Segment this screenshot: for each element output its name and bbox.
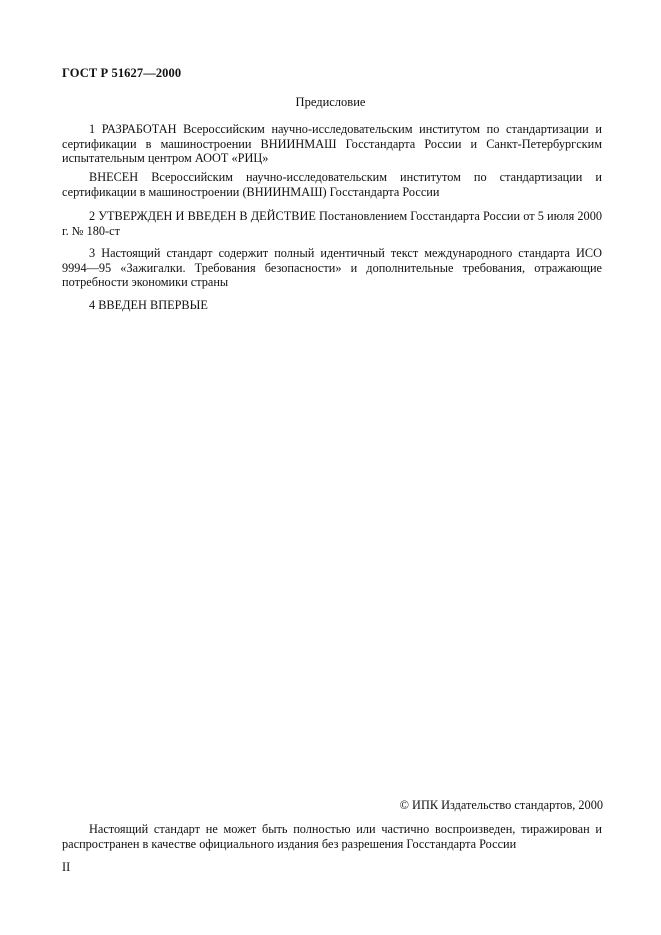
preface-item-first-introduced: 4 ВВЕДЕН ВПЕРВЫЕ	[89, 298, 208, 312]
preface-title: Предисловие	[295, 95, 366, 109]
preface-item-approved: 2 УТВЕРЖДЕН И ВВЕДЕН В ДЕЙСТВИЕ Постановлением Госстандарта России от 5 июля 2000 г. № 180-ст	[62, 209, 602, 238]
copyright-line: © ИПК Издательство стандартов, 2000	[399, 798, 603, 812]
page-number: II	[62, 860, 71, 874]
preface-item-introduced: ВНЕСЕН Всероссийским научно-исследовательским институтом по стандартизации и сертификации в машиностроении (ВНИИНМАШ) Госстандарта России	[62, 170, 602, 199]
document-code: ГОСТ Р 51627—2000	[62, 66, 182, 80]
reproduction-notice: Настоящий стандарт не может быть полностью или частично воспроизведен, тиражирован и распространен в качестве официального издания без разрешения Госстандарта России	[62, 822, 602, 851]
preface-item-iso-text: 3 Настоящий стандарт содержит полный идентичный текст международного стандарта ИСО 9994—95 «Зажигалки. Требования безопасности» и дополнительные требования, отражающие потребности экономики страны	[62, 246, 602, 289]
preface-item-developed: 1 РАЗРАБОТАН Всероссийским научно-исследовательским институтом по стандартизации и сертификации в машиностроении ВНИИНМАШ Госстандарта России и Санкт-Петербургским испытательным центром АООТ «РИЦ»	[62, 122, 602, 165]
